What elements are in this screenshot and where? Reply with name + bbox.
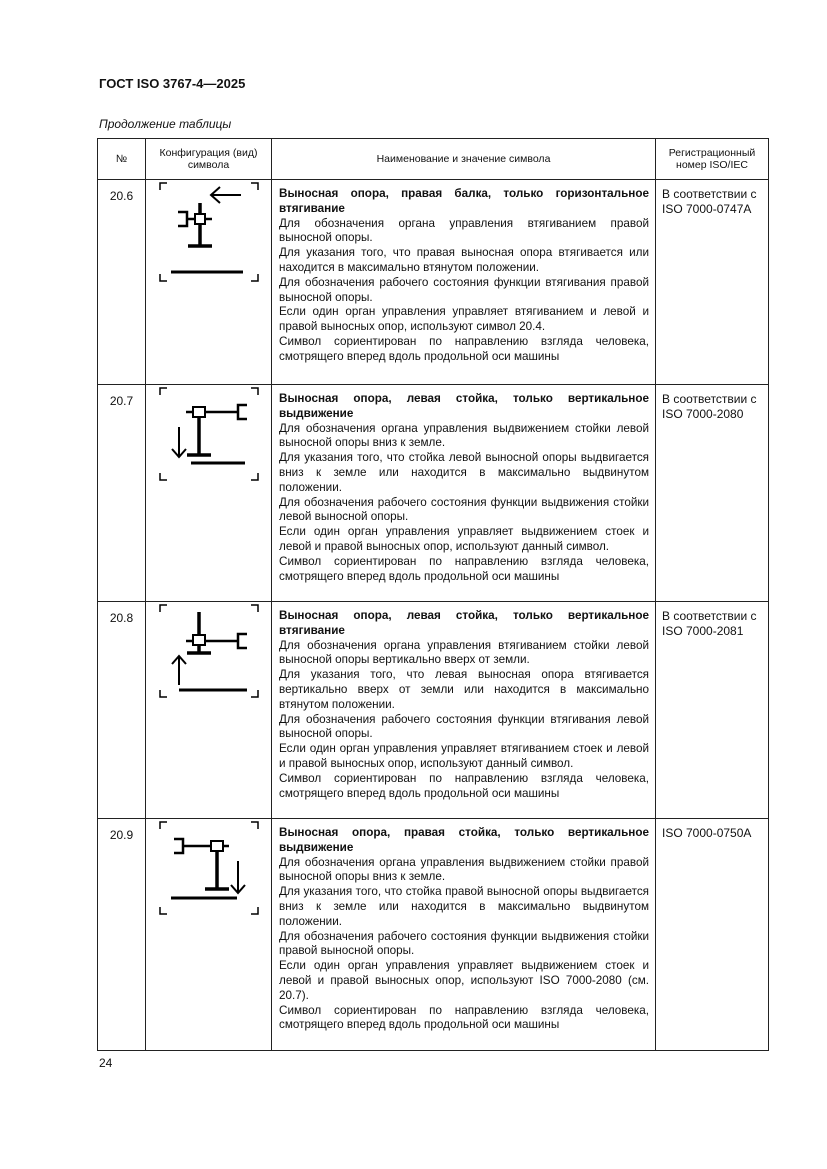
page-number: 24 [99,1056,113,1070]
table-caption: Продолжение таблицы [99,117,232,131]
registration-number: В соответствии с ISO 7000-2080 [656,385,769,602]
registration-number: В соответствии с ISO 7000-0747A [656,180,769,385]
description-line: Если один орган управления управляет выдвижением стоек и левой и правой выносных опор, используют данный символ. [279,525,649,553]
symbol-title: Выносная опора, левая стойка, только вертикальное выдвижение [279,392,649,420]
description-line: Если один орган управления управляет втягиванием стоек и левой и правой выносных опор, используют данный символ. [279,742,649,770]
description-line: Для обозначения органа управления втягиванием правой выносной опоры. [279,216,649,245]
description-line: Символ сориентирован по направлению взгляда человека, смотрящего вперед вдоль продольной оси машины [279,554,649,583]
registration-number: ISO 7000-0750A [656,819,769,1051]
description-line: Для обозначения рабочего состояния функции втягивания левой выносной опоры. [279,712,649,741]
table-row [98,180,769,385]
symbol-cell [146,180,272,385]
description-line: Для обозначения рабочего состояния функции втягивания правой выносной опоры. [279,275,649,304]
header-registration-number: Регистрационный номер ISO/IEC [656,139,769,180]
row-number: 20.7 [98,385,146,602]
row-number: 20.6 [98,180,146,385]
description-line: Символ сориентирован по направлению взгляда человека, смотрящего вперед вдоль продольной оси машины [279,1003,649,1032]
outrigger-left-jack-vertical-retract-icon [159,602,259,700]
description-cell [272,385,656,602]
document-code: ГОСТ ISO 3767-4—2025 [99,76,246,91]
table-header-row [98,139,769,180]
description-line: Для указания того, что стойка левой выносной опоры выдвигается вниз к земле или находится в максимально выдвинутом положении. [279,451,649,494]
symbol-title: Выносная опора, правая балка, только горизонтальное втягивание [279,187,649,215]
description-line: Для обозначения органа управления выдвижением стойки правой выносной опоры вниз к земле. [279,855,649,884]
description-cell [272,602,656,819]
row-number: 20.8 [98,602,146,819]
table-row [98,385,769,602]
table-row [98,602,769,819]
row-number: 20.9 [98,819,146,1051]
description-line: Символ сориентирован по направлению взгляда человека, смотрящего вперед вдоль продольной оси машины [279,771,649,800]
symbol-title: Выносная опора, левая стойка, только вертикальное втягивание [279,609,649,637]
header-number: № [98,139,146,180]
description-cell [272,180,656,385]
symbols-table [97,138,769,1051]
symbol-cell [146,602,272,819]
header-name-meaning: Наименование и значение символа [272,139,656,180]
header-configuration: Конфигурация (вид) символа [146,139,272,180]
description-line: Для указания того, что правая выносная опора втягивается или находится в максимально втянутом положении. [279,246,649,274]
table-row [98,819,769,1051]
description-line: Для указания того, что левая выносная опора втягивается вертикально вверх от земли или находится в максимально втянутом положении. [279,668,649,711]
outrigger-right-jack-vertical-extend-icon [159,819,259,917]
description-line: Символ сориентирован по направлению взгляда человека, смотрящего вперед вдоль продольной оси машины [279,334,649,363]
description-line: Если один орган управления управляет выдвижением стоек и левой и правой выносных опор, используют ISO 7000-2080 (см. 20.7). [279,959,649,1002]
description-line: Для обозначения рабочего состояния функции выдвижения стойки левой выносной опоры. [279,495,649,524]
description-line: Для обозначения органа управления втягиванием стойки левой выносной опоры вертикально вверх от земли. [279,638,649,667]
description-cell [272,819,656,1051]
outrigger-left-jack-vertical-extend-icon [159,385,259,483]
description-line: Если один орган управления управляет втягиванием и левой и правой выносных опор, используют символ 20.4. [279,305,649,334]
description-line: Для обозначения рабочего состояния функции выдвижения стойки правой выносной опоры. [279,929,649,958]
symbol-title: Выносная опора, правая стойка, только вертикальное выдвижение [279,826,649,854]
symbol-cell [146,819,272,1051]
symbol-cell [146,385,272,602]
registration-number: В соответствии с ISO 7000-2081 [656,602,769,819]
description-line: Для обозначения органа управления выдвижением стойки левой выносной опоры вниз к земле. [279,421,649,450]
outrigger-right-beam-horizontal-retract-icon [159,180,259,284]
description-line: Для указания того, что стойка правой выносной опоры выдвигается вниз к земле или находится в максимально выдвинутом положении. [279,885,649,928]
